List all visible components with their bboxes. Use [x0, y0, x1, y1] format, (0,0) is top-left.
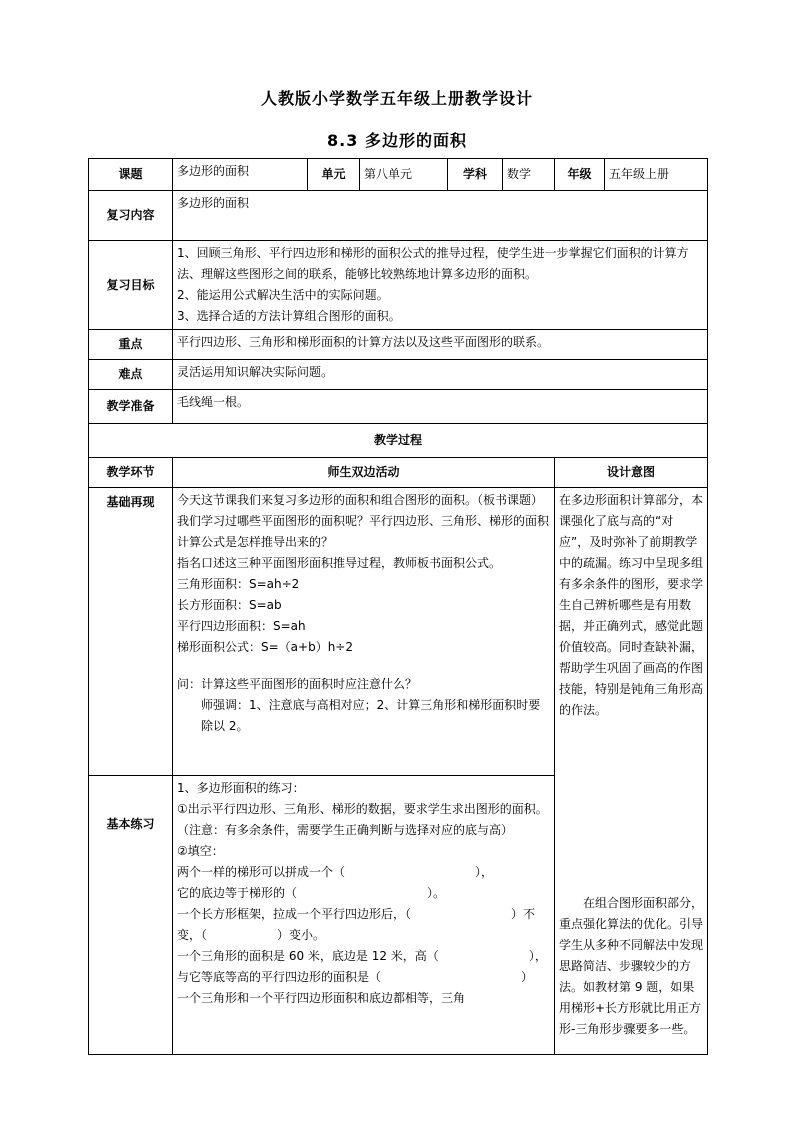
grade-label: 年级 — [555, 159, 605, 191]
key-point-label: 重点 — [89, 330, 173, 360]
unit-label: 单元 — [308, 159, 360, 191]
review-content-label: 复习内容 — [89, 191, 173, 241]
key-point-value: 平行四边形、三角形和梯形面积的计算方法以及这些平面图形的联系。 — [173, 330, 708, 360]
fill-blank-2: 它的底边等于梯形的（ ）。 — [177, 886, 446, 900]
process-header: 教学过程 — [89, 424, 708, 458]
practice-line: ①出示平行四边形、三角形、梯形的数据，要求学生求出图形的面积。（注意：有多余条件，需要学生正确判断与选择对应的底与高） — [177, 802, 548, 837]
practice-line: ②填空： — [177, 844, 224, 858]
intent-text-2: 在组合图形面积部分，重点强化算法的优化。引导学生从多种不同解法中发现思路简洁、步骤较少的方法。如教材第 9 题，如果用梯形+长方形就比用正方形-三角形步骤要多一些。 — [559, 896, 704, 1036]
preparation-value: 毛线绳一根。 — [173, 390, 708, 424]
basic-practice-stage: 基本练习 — [89, 776, 173, 1055]
process-header-row — [89, 424, 708, 458]
basic-practice-activity — [173, 776, 555, 1055]
preparation-row — [89, 390, 708, 424]
practice-line: 一个三角形和一个平行四边形面积和底边都相等，三角 — [177, 991, 466, 1005]
preparation-label: 教学准备 — [89, 390, 173, 424]
review-goals-value — [173, 241, 708, 330]
key-point-row — [89, 330, 708, 360]
lesson-plan-table — [88, 158, 708, 1055]
column-header-row — [89, 458, 708, 488]
difficulty-value: 灵活运用知识解决实际问题。 — [173, 360, 708, 390]
activity-line: 指名口述这三种平面图形面积推导过程，教师板书面积公式。 — [177, 556, 502, 570]
topic-label: 课题 — [89, 159, 173, 191]
difficulty-label: 难点 — [89, 360, 173, 390]
topic-value: 多边形的面积 — [173, 159, 308, 191]
page-subtitle: 8.3 多边形的面积 — [327, 131, 467, 150]
teacher-emphasis: 师强调：1、注意底与高相对应；2、计算三角形和梯形面积时要除以 2。 — [201, 698, 541, 733]
basic-review-activity — [173, 488, 555, 776]
stage-column-header: 教学环节 — [89, 458, 173, 488]
fill-blank-4: 一个三角形的面积是 60 米，底边是 12 米，高（ ），与它等底等高的平行四边形的面积是（ ） — [177, 949, 547, 984]
formula-parallelogram: 平行四边形面积：S=ah — [177, 619, 306, 633]
review-goals-row — [89, 241, 708, 330]
intent-text-1: 在多边形面积计算部分，本课强化了底与高的“对应”，及时弥补了前期教学中的疏漏。练习中呈现多组有多余条件的图形，要求学生自己辨析哪些是有用数据，并正确列式，感觉此题价值较高。同时查缺补漏，帮助学生巩固了画高的作图技能，特别是钝角三角形高的作法。 — [559, 493, 704, 717]
review-content-value: 多边形的面积 — [173, 191, 708, 241]
activity-line: 今天这节课我们来复习多边形的面积和组合图形的面积。（板书课题） — [177, 493, 544, 507]
unit-value: 第八单元 — [360, 159, 448, 191]
grade-value: 五年级上册 — [605, 159, 708, 191]
review-content-row — [89, 191, 708, 241]
intent-column-header: 设计意图 — [555, 458, 708, 488]
formula-triangle: 三角形面积：S=ah÷2 — [177, 577, 300, 591]
goal-line: 3、选择合适的方法计算组合图形的面积。 — [177, 309, 401, 323]
info-row — [89, 159, 708, 191]
fill-blank-3: 一个长方形框架，拉成一个平行四边形后，（ ）不变，（ ）变小。 — [177, 907, 536, 942]
page-title: 人教版小学数学五年级上册教学设计 — [260, 89, 533, 108]
practice-line: 1、多边形面积的练习： — [177, 781, 305, 795]
activity-question: 问：计算这些平面图形的面积时应注意什么？ — [177, 677, 418, 691]
goal-line: 1、回顾三角形、平行四边形和梯形的面积公式的推导过程，使学生进一步掌握它们面积的计算方法、理解这些图形之间的联系，能够比较熟练地计算多边形的面积。 — [177, 246, 689, 281]
formula-trapezoid: 梯形面积公式：S=（a+b）h÷2 — [177, 640, 353, 654]
review-goals-label: 复习目标 — [89, 241, 173, 330]
fill-blank-1: 两个一样的梯形可以拼成一个（ ）， — [177, 865, 494, 879]
difficulty-row — [89, 360, 708, 390]
subject-label: 学科 — [448, 159, 503, 191]
basic-review-row — [89, 488, 708, 776]
activity-line: 我们学习过哪些平面图形的面积呢？平行四边形、三角形、梯形的面积计算公式是怎样推导出来的？ — [177, 514, 550, 549]
basic-review-stage: 基础再现 — [89, 488, 173, 776]
goal-line: 2、能运用公式解决生活中的实际问题。 — [177, 288, 389, 302]
design-intent-cell — [555, 488, 708, 1055]
activity-column-header: 师生双边活动 — [173, 458, 555, 488]
subject-value: 数学 — [503, 159, 555, 191]
formula-rectangle: 长方形面积：S=ab — [177, 598, 282, 612]
